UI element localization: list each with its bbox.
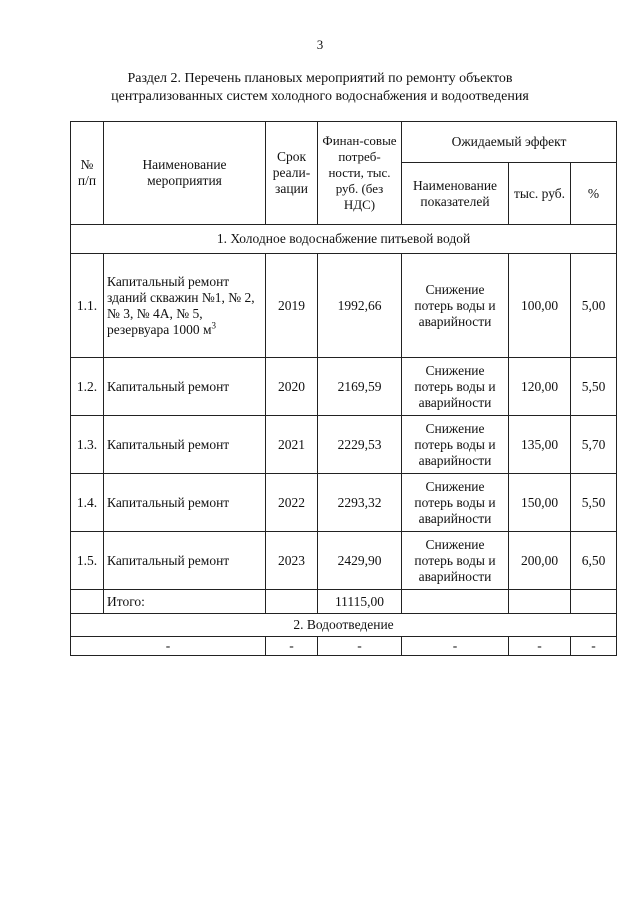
row-indicator: Снижение потерь воды и аварийности: [402, 358, 509, 416]
cubic-superscript: 3: [211, 320, 216, 330]
header-num: № п/п: [71, 122, 104, 225]
row-percent: 5,50: [571, 358, 617, 416]
row-name: Капитальный ремонт: [104, 474, 266, 532]
dash-row: [71, 637, 617, 656]
section-row-wastewater: [71, 614, 617, 637]
row-year: 2020: [266, 358, 318, 416]
total-value: 11115,00: [318, 590, 402, 614]
plan-table: [70, 121, 617, 656]
total-empty-percent: [571, 590, 617, 614]
row-num: 1.3.: [71, 416, 104, 474]
row-year: 2022: [266, 474, 318, 532]
row-num: 1.1.: [71, 254, 104, 358]
dash-cell: -: [402, 637, 509, 656]
table-row: [71, 416, 617, 474]
row-num: 1.4.: [71, 474, 104, 532]
header-percent: %: [571, 163, 617, 225]
section-row-water-supply: [71, 225, 617, 254]
dash-cell: -: [509, 637, 571, 656]
section-wastewater: 2. Водоотведение: [71, 614, 617, 637]
dash-cell: -: [571, 637, 617, 656]
row-finance: 2169,59: [318, 358, 402, 416]
table-row: [71, 532, 617, 590]
header-effect: Ожидаемый эффект: [402, 122, 617, 163]
row-indicator: Снижение потерь воды и аварийности: [402, 416, 509, 474]
row-rub: 100,00: [509, 254, 571, 358]
row-name: Капитальный ремонт: [104, 416, 266, 474]
row-indicator: Снижение потерь воды и аварийности: [402, 532, 509, 590]
row-indicator: Снижение потерь воды и аварийности: [402, 474, 509, 532]
row-finance: 1992,66: [318, 254, 402, 358]
row-rub: 135,00: [509, 416, 571, 474]
total-row: [71, 590, 617, 614]
dash-cell: -: [318, 637, 402, 656]
total-empty-rub: [509, 590, 571, 614]
row-year: 2021: [266, 416, 318, 474]
header-finance: Финан-совые потреб-ности, тыс. руб. (без НДС): [318, 122, 402, 225]
section-water-supply: 1. Холодное водоснабжение питьевой водой: [71, 225, 617, 254]
dash-cell: -: [71, 637, 266, 656]
page-number: 3: [316, 37, 324, 52]
row-rub: 200,00: [509, 532, 571, 590]
table-row: [71, 358, 617, 416]
row-year: 2023: [266, 532, 318, 590]
table-row: [71, 474, 617, 532]
row-percent: 6,50: [571, 532, 617, 590]
table-rows: [71, 254, 617, 590]
row-name: Капитальный ремонт: [104, 532, 266, 590]
row-num: 1.2.: [71, 358, 104, 416]
row-percent: 5,70: [571, 416, 617, 474]
table-row: [71, 254, 617, 358]
row-percent: 5,00: [571, 254, 617, 358]
header-indicator: Наименование показателей: [402, 163, 509, 225]
row-year: 2019: [266, 254, 318, 358]
row-num: 1.5.: [71, 532, 104, 590]
header-rub: тыс. руб.: [509, 163, 571, 225]
section-title-line-1: Раздел 2. Перечень плановых мероприятий по ремонту объектов: [127, 71, 513, 86]
row-percent: 5,50: [571, 474, 617, 532]
row-finance: 2429,90: [318, 532, 402, 590]
section-title: [60, 70, 580, 106]
row-rub: 150,00: [509, 474, 571, 532]
row-name: Капитальный ремонт: [104, 358, 266, 416]
total-empty-year: [266, 590, 318, 614]
section-title-line-2: централизованных систем холодного водоснабжения и водоотведения: [111, 89, 529, 104]
header-term: Срок реали-зации: [266, 122, 318, 225]
header-name: Наименование мероприятия: [104, 122, 266, 225]
row-indicator: Снижение потерь воды и аварийности: [402, 254, 509, 358]
row-finance: 2293,32: [318, 474, 402, 532]
row-rub: 120,00: [509, 358, 571, 416]
row-name: Капитальный ремонт зданий скважин №1, № 2, № 3, № 4А, № 5, резервуара 1000 $м^3$: [104, 254, 266, 358]
total-empty-num: [71, 590, 104, 614]
total-empty-indicator: [402, 590, 509, 614]
total-label: Итого:: [104, 590, 266, 614]
header-row-1: [71, 122, 617, 163]
dash-cell: -: [266, 637, 318, 656]
row-finance: 2229,53: [318, 416, 402, 474]
